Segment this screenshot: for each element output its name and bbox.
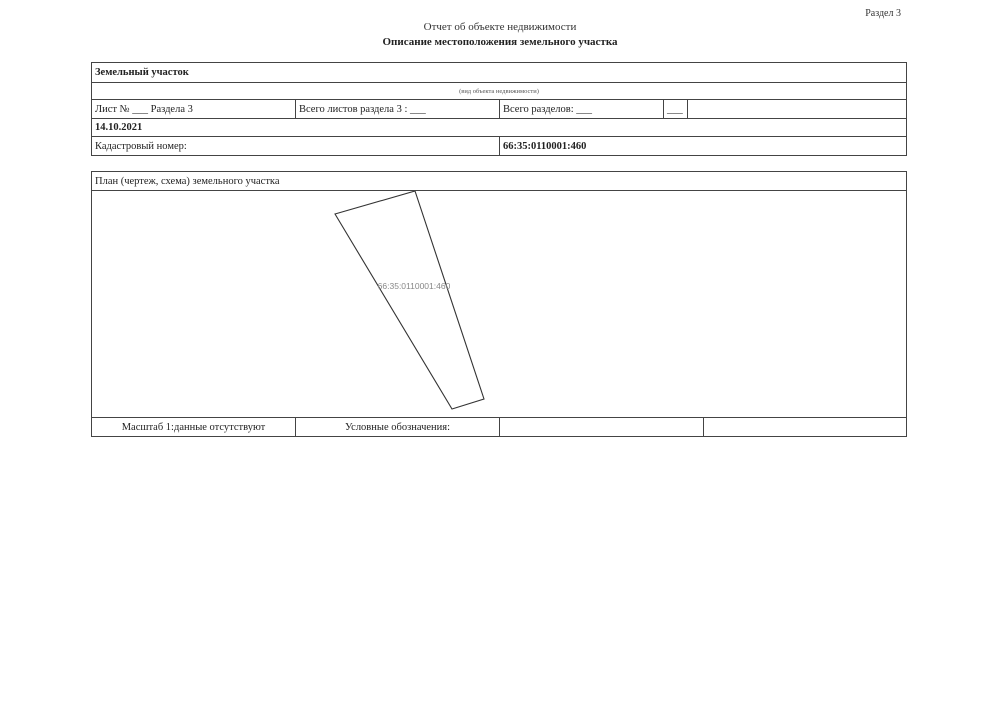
plan-heading-row <box>92 172 906 191</box>
object-type: Земельный участок <box>95 67 189 78</box>
total-sections: Всего разделов: ___ <box>500 100 664 118</box>
extra-cell: ___ <box>664 100 688 118</box>
cadastral-label: Кадастровый номер: <box>92 137 500 155</box>
date-row <box>92 119 906 137</box>
section-label: Раздел 3 <box>865 8 901 19</box>
sheet-number: Лист № ___ Раздела 3 <box>92 100 296 118</box>
plan-footer-row <box>92 418 906 436</box>
cadastral-number: 66:35:0110001:460 <box>503 140 587 152</box>
empty-cell <box>688 100 906 118</box>
legend-cell-1 <box>500 418 704 436</box>
object-type-note: (вид объекта недвижимости) <box>459 87 539 95</box>
scale-text: Масштаб 1:данные отсутствуют <box>92 418 296 436</box>
parcel-outline <box>335 191 484 409</box>
parcel-label: 66:35:0110001:460 <box>377 281 451 291</box>
legend-cell-2 <box>704 418 906 436</box>
plan-table <box>91 171 907 437</box>
object-type-note-row <box>92 83 906 100</box>
document-subtitle: Описание местоположения земельного участка <box>382 36 618 48</box>
document-title: Отчет об объекте недвижимости <box>423 21 577 33</box>
parcel-drawing <box>92 191 905 417</box>
date: 14.10.2021 <box>95 122 143 133</box>
info-table <box>91 62 907 156</box>
cadastral-row <box>92 137 906 155</box>
legend-label: Условные обозначения: <box>296 418 500 436</box>
sheets-in-section: Всего листов раздела 3 : ___ <box>296 100 500 118</box>
sheet-info-row <box>92 100 906 119</box>
plan-drawing-area <box>92 191 906 418</box>
object-type-row <box>92 63 906 83</box>
plan-heading: План (чертеж, схема) земельного участка <box>95 175 280 187</box>
